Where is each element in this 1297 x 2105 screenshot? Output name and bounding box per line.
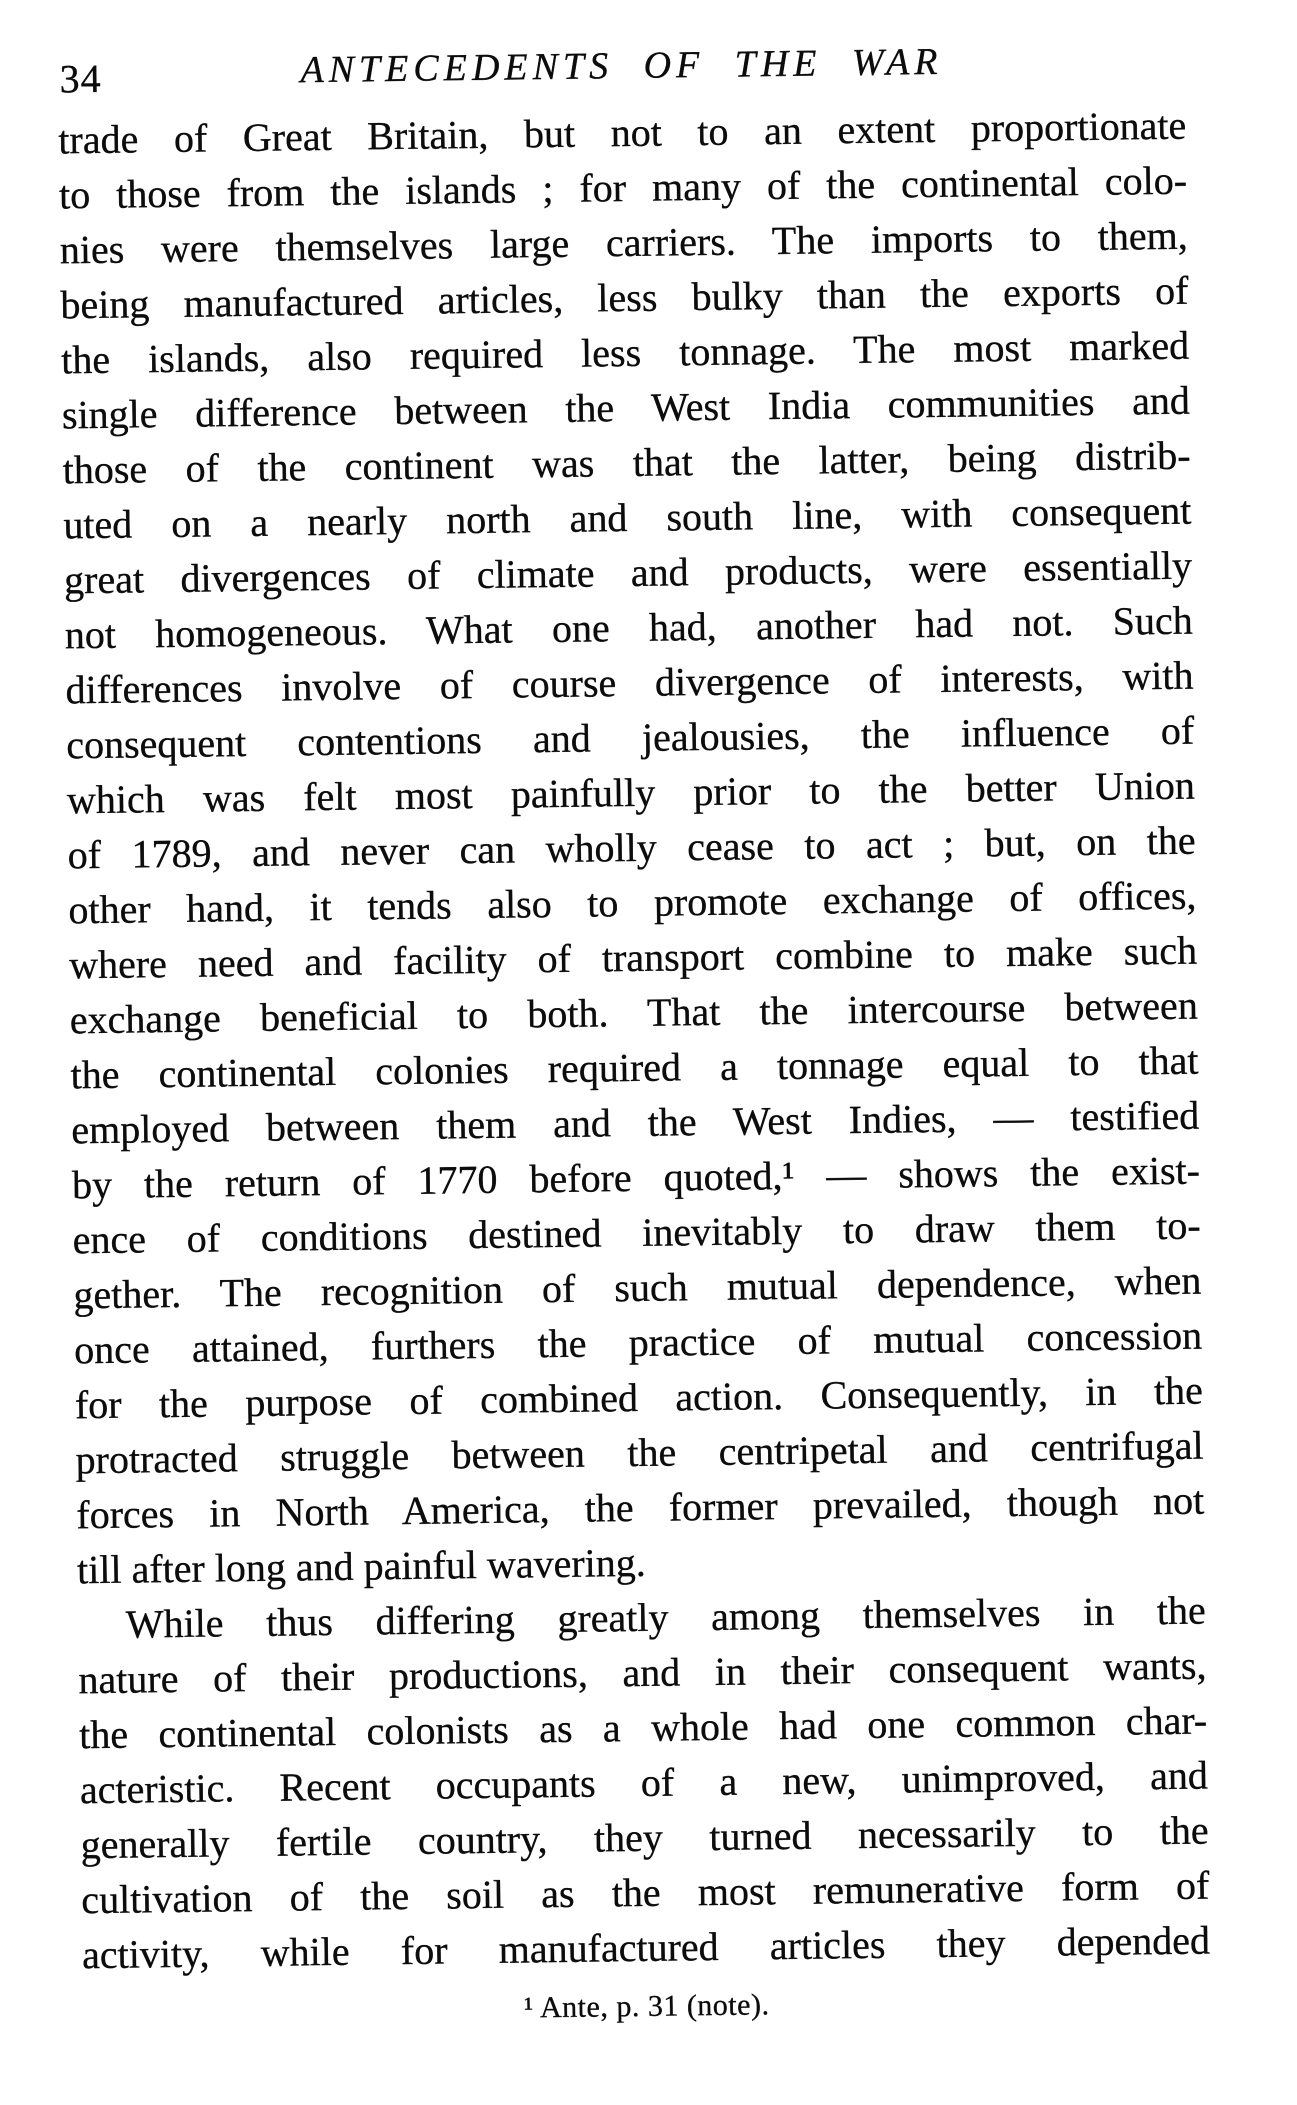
text-line: nies were themselves large carriers. The imports to them, [59,212,1188,273]
text-line: uted on a nearly north and south line, with consequent [63,487,1192,548]
text-line: to those from the islands ; for many of the continental colo- [58,157,1188,218]
paragraph [58,98,1205,1598]
text-line: exchange beneficial to both. That the intercourse between [69,982,1199,1043]
text-line: those of the continent was that the latter, being distrib- [62,432,1191,493]
text-line: not homogeneous. What one had, another had not. Such [64,597,1194,658]
text-line: till after long and painful wavering. [76,1539,647,1593]
text-line: gether. The recognition of such mutual dependence, when [73,1257,1202,1318]
text-line: generally fertile country, they turned necessarily to the [80,1807,1209,1868]
text-line: which was felt most painfully prior to the better Union [66,762,1196,823]
text-line: forces in North America, the former prevailed, though not [76,1477,1205,1538]
footnote: ¹ Ante, p. 31 (note). [523,1988,770,2025]
text-line: the islands, also required less tonnage. The most marked [60,322,1190,383]
text-line: single difference between the West India communities and [61,377,1191,438]
text-line: protracted struggle between the centripetal and centrifugal [75,1422,1204,1483]
page-content [57,33,1211,2033]
text-line: ence of conditions destined inevitably to draw them to- [72,1202,1201,1263]
text-line: the continental colonies required a tonnage equal to that [70,1037,1199,1098]
text-line: cultivation of the soil as the most remunerative form of [81,1862,1210,1923]
text-line: being manufactured articles, less bulky than the exports of [60,267,1189,328]
text-line: where need and facility of transport combine to make such [68,927,1198,988]
text-line: While thus differing greatly among themselves in the [125,1587,1206,1647]
text-line: by the return of 1770 before quoted,¹ — shows the exist- [71,1147,1201,1208]
text-line: consequent contentions and jealousies, the influence of [65,707,1195,768]
text-line: acteristic. Recent occupants of a new, unimproved, and [79,1752,1209,1813]
body-text [58,98,1210,1983]
text-line: of 1789, and never can wholly cease to act ; but, on the [67,817,1196,878]
text-line: other hand, it tends also to promote exchange of offices, [68,872,1197,933]
text-line: trade of Great Britain, but not to an extent proportionate [58,102,1187,163]
text-line: employed between them and the West Indies, — testified [71,1092,1200,1153]
text-line: activity, while for manufactured articles they depended [81,1917,1211,1978]
text-line: differences involve of course divergence of interests, with [65,652,1194,713]
text-line: once attained, furthers the practice of mutual concession [73,1312,1203,1373]
text-line: nature of their productions, and in their consequent wants, [78,1642,1207,1703]
text-line: great divergences of climate and products, were essentially [63,542,1193,603]
paragraph [77,1583,1210,1983]
text-line: the continental colonists as a whole had one common char- [78,1697,1208,1758]
page-number: 34 [59,55,102,102]
text-line: for the purpose of combined action. Consequently, in the [74,1367,1204,1428]
running-header: ANTECEDENTS OF THE WAR [300,40,943,92]
